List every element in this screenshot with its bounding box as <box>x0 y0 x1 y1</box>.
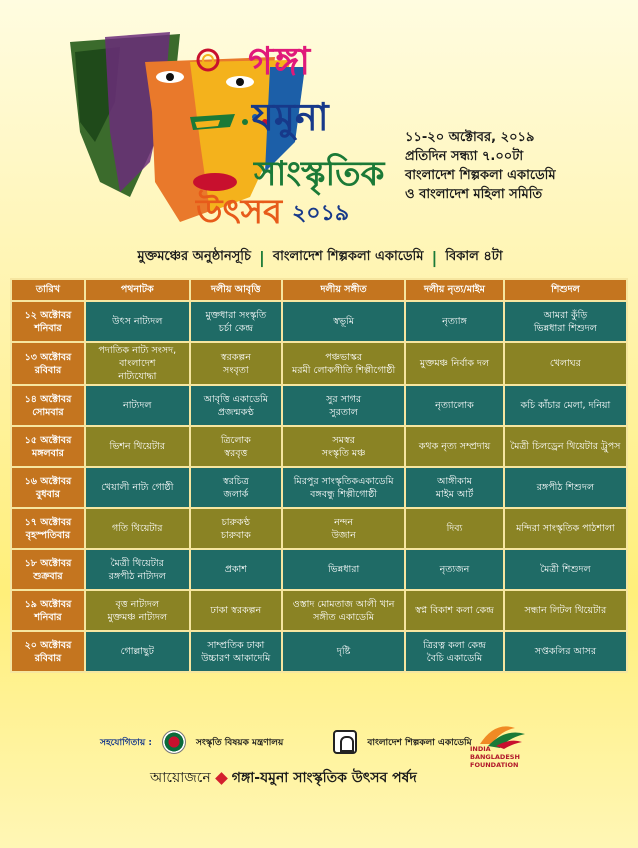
festival-title-utsab: উৎসব <box>196 192 283 232</box>
performer-name: মৈত্রী শিশুদল <box>540 564 591 575</box>
date-line: ১২ অক্টোবর <box>24 309 72 321</box>
schedule-cell <box>405 301 504 342</box>
performer-name: প্রজন্মকণ্ঠ <box>217 406 254 418</box>
schedule-cell <box>85 342 190 385</box>
performer-name: ঢাকা স্বরকল্পন <box>210 605 262 616</box>
performer-name: বৈচি একাডেমি <box>426 652 483 664</box>
date-line: বুধবার <box>36 488 60 500</box>
performer-name: ভিন্নধারা শিশুদল <box>533 322 597 334</box>
festival-year: ২০১৯ <box>292 201 350 226</box>
performer-name: ভিশন থিয়েটার <box>109 441 166 452</box>
performer-name: সন্ধান লিটল থিয়েটার <box>524 605 607 616</box>
festival-title-ganga: গঙ্গা <box>248 39 312 83</box>
schedule-cell <box>282 467 405 508</box>
event-venue-1: বাংলাদেশ শিল্পকলা একাডেমি <box>405 168 556 183</box>
schedule-cell <box>282 342 405 385</box>
event-info <box>405 128 630 204</box>
subtitle-open-stage: মুক্তমঞ্চের অনুষ্ঠানসূচি <box>137 248 252 264</box>
date-cell <box>11 426 85 467</box>
schedule-cell <box>190 549 282 590</box>
table-row <box>11 342 627 385</box>
performer-name: নাট্যযোদ্ধা <box>118 371 157 382</box>
schedule-cell <box>190 508 282 549</box>
performer-name: নৃত্যাঙ্গ <box>442 316 467 327</box>
date-line: ১৫ অক্টোবর <box>24 434 72 446</box>
schedule-cell <box>190 467 282 508</box>
schedule-cell <box>190 342 282 385</box>
schedule-cell <box>504 301 627 342</box>
ministry-emblem-icon <box>162 730 186 754</box>
schedule-cell <box>85 590 190 631</box>
schedule-cell <box>190 385 282 426</box>
schedule-table-container <box>10 278 628 673</box>
performer-name: মাইম আর্ট <box>435 488 474 500</box>
performer-name: নৃত্যজন <box>439 564 470 575</box>
schedule-cell <box>405 426 504 467</box>
schedule-cell <box>282 301 405 342</box>
performer-name: ভিন্নধারা <box>327 564 360 575</box>
schedule-subtitle <box>80 244 560 270</box>
performer-name: বঙ্গবন্ধু শিল্পীগোষ্ঠী <box>310 488 378 500</box>
performer-name: প্রকাশ <box>224 564 247 575</box>
date-line: ২০ অক্টোবর <box>24 639 72 651</box>
schedule-cell <box>85 426 190 467</box>
performer-name: মুক্তমঞ্চ নির্বাক দল <box>419 358 490 369</box>
performer-name: নাট্যদল <box>123 400 152 411</box>
performer-name: স্বরবৃত্ত <box>224 447 248 459</box>
performer-name: কথক নৃত্য সম্প্রদায় <box>418 441 491 452</box>
sponsors-label: সহযোগিতায় : <box>100 737 152 748</box>
schedule-cell <box>405 508 504 549</box>
date-line: বৃহস্পতিবার <box>25 529 71 541</box>
sponsor-ministry: সংস্কৃতি বিষয়ক মন্ত্রণালয় <box>195 737 284 748</box>
performer-name: মন্দিরা সাংস্কৃতিক পাঠশালা <box>516 523 615 534</box>
date-line: ১৯ অক্টোবর <box>24 598 72 610</box>
organizer-name: গঙ্গা-যমুনা সাংস্কৃতিক উৎসব পর্ষদ <box>231 770 417 786</box>
performer-name: স্বভূমি <box>333 316 355 327</box>
performer-name: সমস্বর <box>332 434 355 446</box>
performer-name: ত্রিরত্ন কলা কেন্দ্র <box>423 639 486 651</box>
performer-name: স্বরকল্পন <box>220 351 251 363</box>
schedule-table <box>10 278 628 673</box>
performer-name: মুক্তমঞ্চ নাট্যদল <box>107 611 168 623</box>
performer-name: চারুবাক <box>220 529 251 541</box>
schedule-cell <box>504 426 627 467</box>
performer-name: বৃত্ত নাট্যদল <box>115 598 160 610</box>
foundation-line-1: INDIA <box>470 745 491 753</box>
date-line: ১৪ অক্টোবর <box>24 393 72 405</box>
performer-name: নন্দন <box>334 516 354 528</box>
performer-name: বাংলাদেশ <box>119 358 156 369</box>
table-row <box>11 549 627 590</box>
table-row <box>11 508 627 549</box>
schedule-cell <box>504 631 627 672</box>
date-line: ১৩ অক্টোবর <box>24 351 72 363</box>
schedule-cell <box>504 508 627 549</box>
schedule-cell <box>405 631 504 672</box>
schedule-cell <box>282 508 405 549</box>
performer-name: ত্রিলোক <box>220 434 251 446</box>
performer-name: উৎস নাট্যদল <box>112 316 163 327</box>
performer-name: জলার্ক <box>223 488 249 500</box>
header-recitation: দলীয় আবৃত্তি <box>190 279 282 301</box>
performer-name: গতি থিয়েটার <box>111 523 163 534</box>
performer-name: সুরতাল <box>329 406 358 418</box>
schedule-cell <box>85 508 190 549</box>
schedule-cell <box>504 342 627 385</box>
performer-name: স্বরচিত্র <box>222 475 249 487</box>
performer-name: স্বপ্ন বিকাশ কলা কেন্দ্র <box>415 605 494 616</box>
performer-name: উজান <box>331 529 356 541</box>
date-line: ১৮ অক্টোবর <box>24 557 72 569</box>
performer-name: সুর সাগর <box>326 393 362 405</box>
festival-title-cultural: সাংস্কৃতিক <box>254 154 385 194</box>
subtitle-separator: | <box>259 247 265 267</box>
subtitle-time: বিকাল ৪টা <box>445 248 503 264</box>
date-line: ১৬ অক্টোবর <box>24 475 72 487</box>
schedule-cell <box>282 385 405 426</box>
date-cell <box>11 301 85 342</box>
subtitle-separator: | <box>431 247 438 267</box>
header-children: শিশুদল <box>504 279 627 301</box>
organizer-prefix: আয়োজনে <box>150 770 211 786</box>
schedule-cell <box>504 549 627 590</box>
table-row <box>11 385 627 426</box>
schedule-cell <box>85 385 190 426</box>
date-line: মঙ্গলবার <box>31 447 64 459</box>
diamond-icon <box>215 772 228 785</box>
organizer <box>150 766 550 790</box>
schedule-cell <box>405 385 504 426</box>
performer-name: খেলাঘর <box>549 358 581 369</box>
table-row <box>11 467 627 508</box>
header-street-drama: পথনাটক <box>85 279 190 301</box>
schedule-cell <box>190 301 282 342</box>
table-row <box>11 590 627 631</box>
schedule-cell <box>405 467 504 508</box>
performer-name: মিরপুর সাংস্কৃতিকএকাডেমি <box>293 475 394 487</box>
schedule-cell <box>405 590 504 631</box>
performer-name: পঞ্চভাস্কর <box>325 351 362 363</box>
table-row <box>11 426 627 467</box>
performer-name: চারুকণ্ঠ <box>221 516 251 528</box>
date-line: রবিবার <box>34 364 62 376</box>
foundation-line-2: BANGLADESH <box>470 753 520 761</box>
performer-name: সপ্তকলির আসর <box>534 646 597 657</box>
schedule-cell <box>85 631 190 672</box>
performer-name: আমরা কুঁড়ি <box>543 309 588 321</box>
schedule-cell <box>282 426 405 467</box>
header-dance-mime: দলীয় নৃত্য/মাইম <box>405 279 504 301</box>
event-dates: ১১-২০ অক্টোবর, ২০১৯ <box>405 130 535 145</box>
performer-name: কচি কাঁচার মেলা, দনিয়া <box>520 400 611 411</box>
table-row <box>11 631 627 672</box>
schedule-cell <box>504 467 627 508</box>
date-cell <box>11 508 85 549</box>
performer-name: দিব্য <box>446 523 463 534</box>
date-cell <box>11 385 85 426</box>
date-line: শুক্রবার <box>33 570 63 582</box>
performer-name: দৃষ্টি <box>336 646 351 657</box>
performer-name: সংবৃতা <box>223 364 249 376</box>
date-cell <box>11 590 85 631</box>
performer-name: আবৃত্তি একাডেমি <box>203 393 268 405</box>
academy-emblem-icon <box>333 730 357 754</box>
performer-name: রঙ্গপীঠ শিশুদল <box>536 482 595 493</box>
performer-name: চর্চা কেন্দ্র <box>218 322 253 334</box>
performer-name: খেয়ালী নাট্য গোষ্ঠী <box>101 482 174 493</box>
performer-name: মুক্তধারা সংস্কৃতি <box>205 309 267 321</box>
schedule-cell <box>85 301 190 342</box>
schedule-cell <box>282 549 405 590</box>
performer-name: সাম্প্রতিক ঢাকা <box>207 639 265 651</box>
date-line: শনিবার <box>34 611 62 623</box>
performer-name: সঙ্গীত একাডেমি <box>313 611 375 623</box>
subtitle-venue: বাংলাদেশ শিল্পকলা একাডেমি <box>272 248 424 264</box>
sponsor-academy: বাংলাদেশ শিল্পকলা একাডেমি <box>367 737 472 748</box>
performer-name: মৈত্রী চিলড্রেন থিয়েটার ট্রুপস <box>510 441 621 452</box>
schedule-cell <box>405 549 504 590</box>
date-line: ১৭ অক্টোবর <box>24 516 72 528</box>
performer-name: পদাতিক নাট্য সংসদ, <box>98 345 177 356</box>
schedule-cell <box>282 590 405 631</box>
event-venue-2: ও বাংলাদেশ মহিলা সমিতি <box>405 187 543 202</box>
date-cell <box>11 631 85 672</box>
performer-name: সংস্কৃতি মঞ্চ <box>321 447 366 459</box>
schedule-cell <box>190 426 282 467</box>
schedule-cell <box>504 590 627 631</box>
performer-name: আঙ্গীকাম <box>437 475 472 487</box>
schedule-cell <box>190 590 282 631</box>
date-line: সোমবার <box>32 406 64 418</box>
table-header-row <box>11 279 627 301</box>
header-music: দলীয় সঙ্গীত <box>282 279 405 301</box>
festival-title-jamuna: যমুনা <box>252 95 329 139</box>
date-line: শনিবার <box>34 322 62 334</box>
schedule-cell <box>504 385 627 426</box>
date-cell <box>11 342 85 385</box>
schedule-cell <box>85 549 190 590</box>
event-time: প্রতিদিন সন্ধ্যা ৭.০০টা <box>405 149 524 164</box>
schedule-cell <box>282 631 405 672</box>
date-cell <box>11 467 85 508</box>
schedule-body <box>11 301 627 672</box>
performer-name: উচ্চারণ আকাদেমি <box>201 652 271 664</box>
date-line: রবিবার <box>34 652 62 664</box>
performer-name: মৈত্রী থিয়েটার <box>110 557 164 569</box>
performer-name: নৃত্যালোক <box>435 400 474 411</box>
schedule-cell <box>405 342 504 385</box>
performer-name: মরমী লোকগীতি শিল্পীগোষ্ঠী <box>292 364 396 376</box>
schedule-cell <box>190 631 282 672</box>
schedule-cell <box>85 467 190 508</box>
header-date: তারিখ <box>11 279 85 301</box>
performer-name: রঙ্গপীঠ নাট্যদল <box>108 570 166 582</box>
performer-name: ওস্তাদ মোমতাজ আলী খান <box>292 598 395 610</box>
date-cell <box>11 549 85 590</box>
performer-name: গোল্লাছুট <box>120 646 154 657</box>
table-row <box>11 301 627 342</box>
foundation-line-3: FOUNDATION <box>470 761 519 769</box>
